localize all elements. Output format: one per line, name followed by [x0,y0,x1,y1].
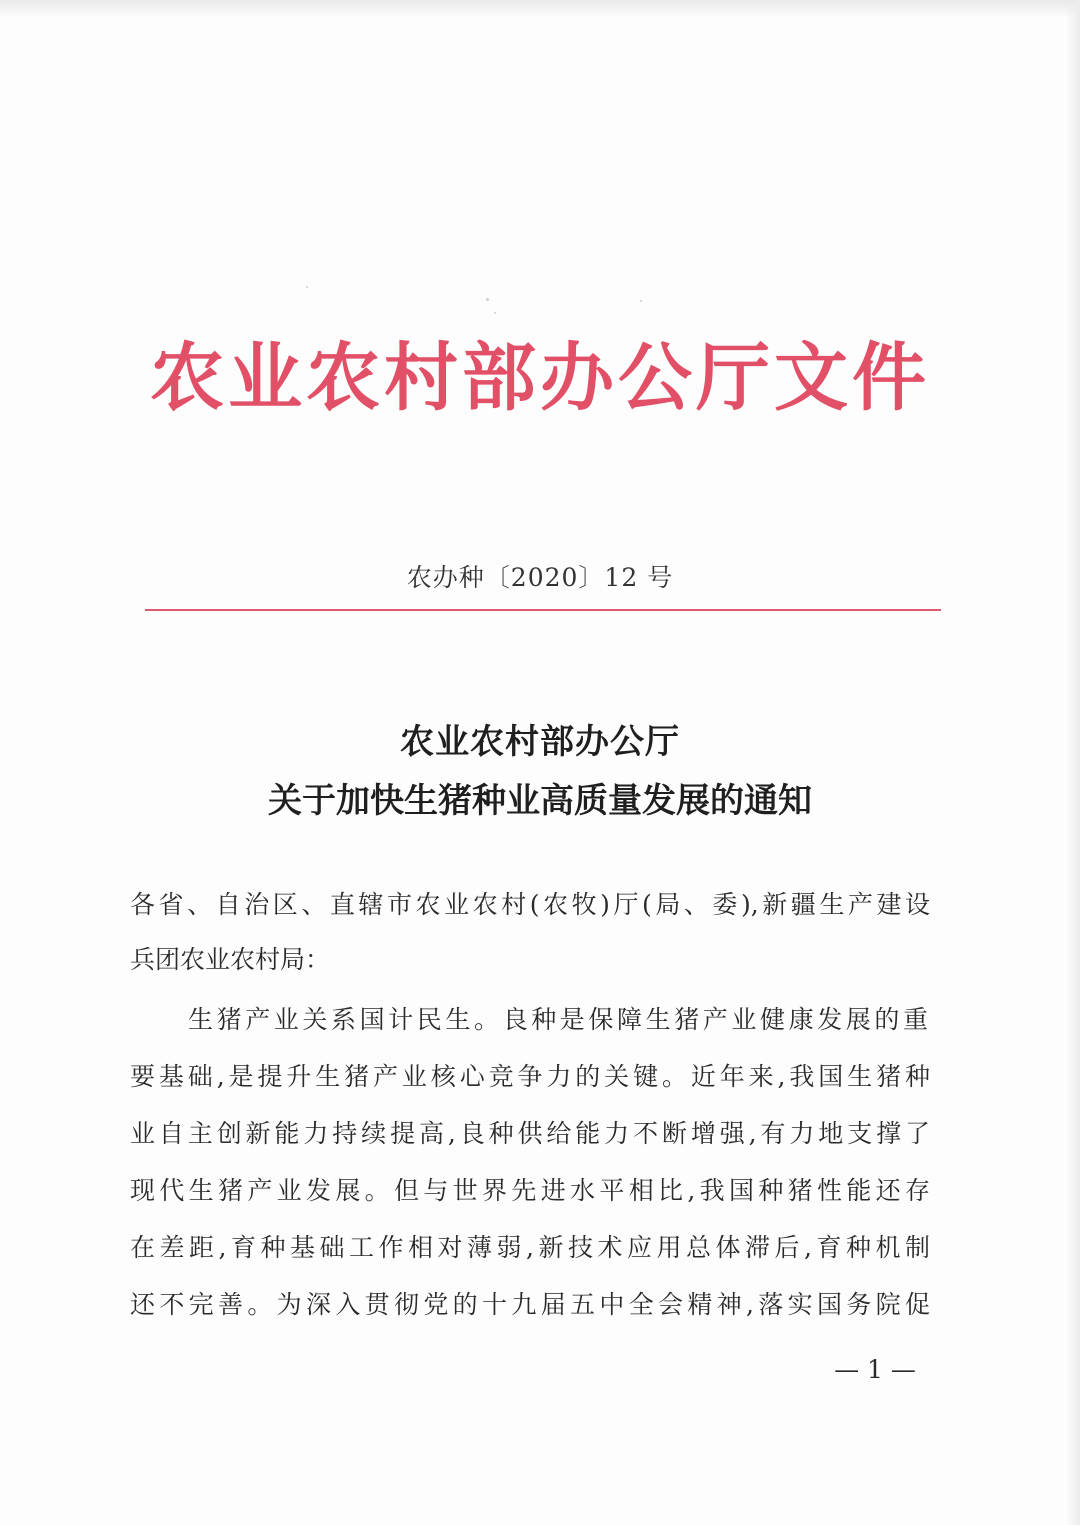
scan-speck [494,312,496,314]
body-paragraph-line: 还不完善。为深入贯彻党的十九届五中全会精神,落实国务院促 [130,1290,930,1319]
body-paragraph-line: 现代生猪产业发展。但与世界先进水平相比,我国种猪性能还存 [130,1176,930,1205]
scan-speck [306,286,308,288]
header-divider [145,609,941,611]
document-number: 农办种〔2020〕12 号 [406,563,674,592]
scan-speck [486,298,489,301]
document-title-line-1: 农业农村部办公厅 [400,722,680,762]
body-paragraph-line: 生猪产业关系国计民生。良种是保障生猪产业健康发展的重 [188,1005,928,1034]
scan-speck [640,300,642,302]
salutation-line-1: 各省、自治区、直辖市农业农村(农牧)厅(局、委),新疆生产建设 [130,890,930,919]
body-paragraph-line: 在差距,育种基础工作相对薄弱,新技术应用总体滞后,育种机制 [130,1233,930,1262]
body-paragraph-line: 要基础,是提升生猪产业核心竞争力的关键。近年来,我国生猪种 [130,1062,930,1091]
page-number: — 1 — [834,1355,916,1384]
salutation-line-2: 兵团农业农村局： [130,945,331,974]
document-title-line-2: 关于加快生猪种业高质量发展的通知 [268,781,812,821]
body-paragraph-line: 业自主创新能力持续提高,良种供给能力不断增强,有力地支撑了 [130,1119,930,1148]
issuer-banner: 农业农村部办公厅文件 [150,335,930,421]
scan-top-edge [0,0,1080,18]
